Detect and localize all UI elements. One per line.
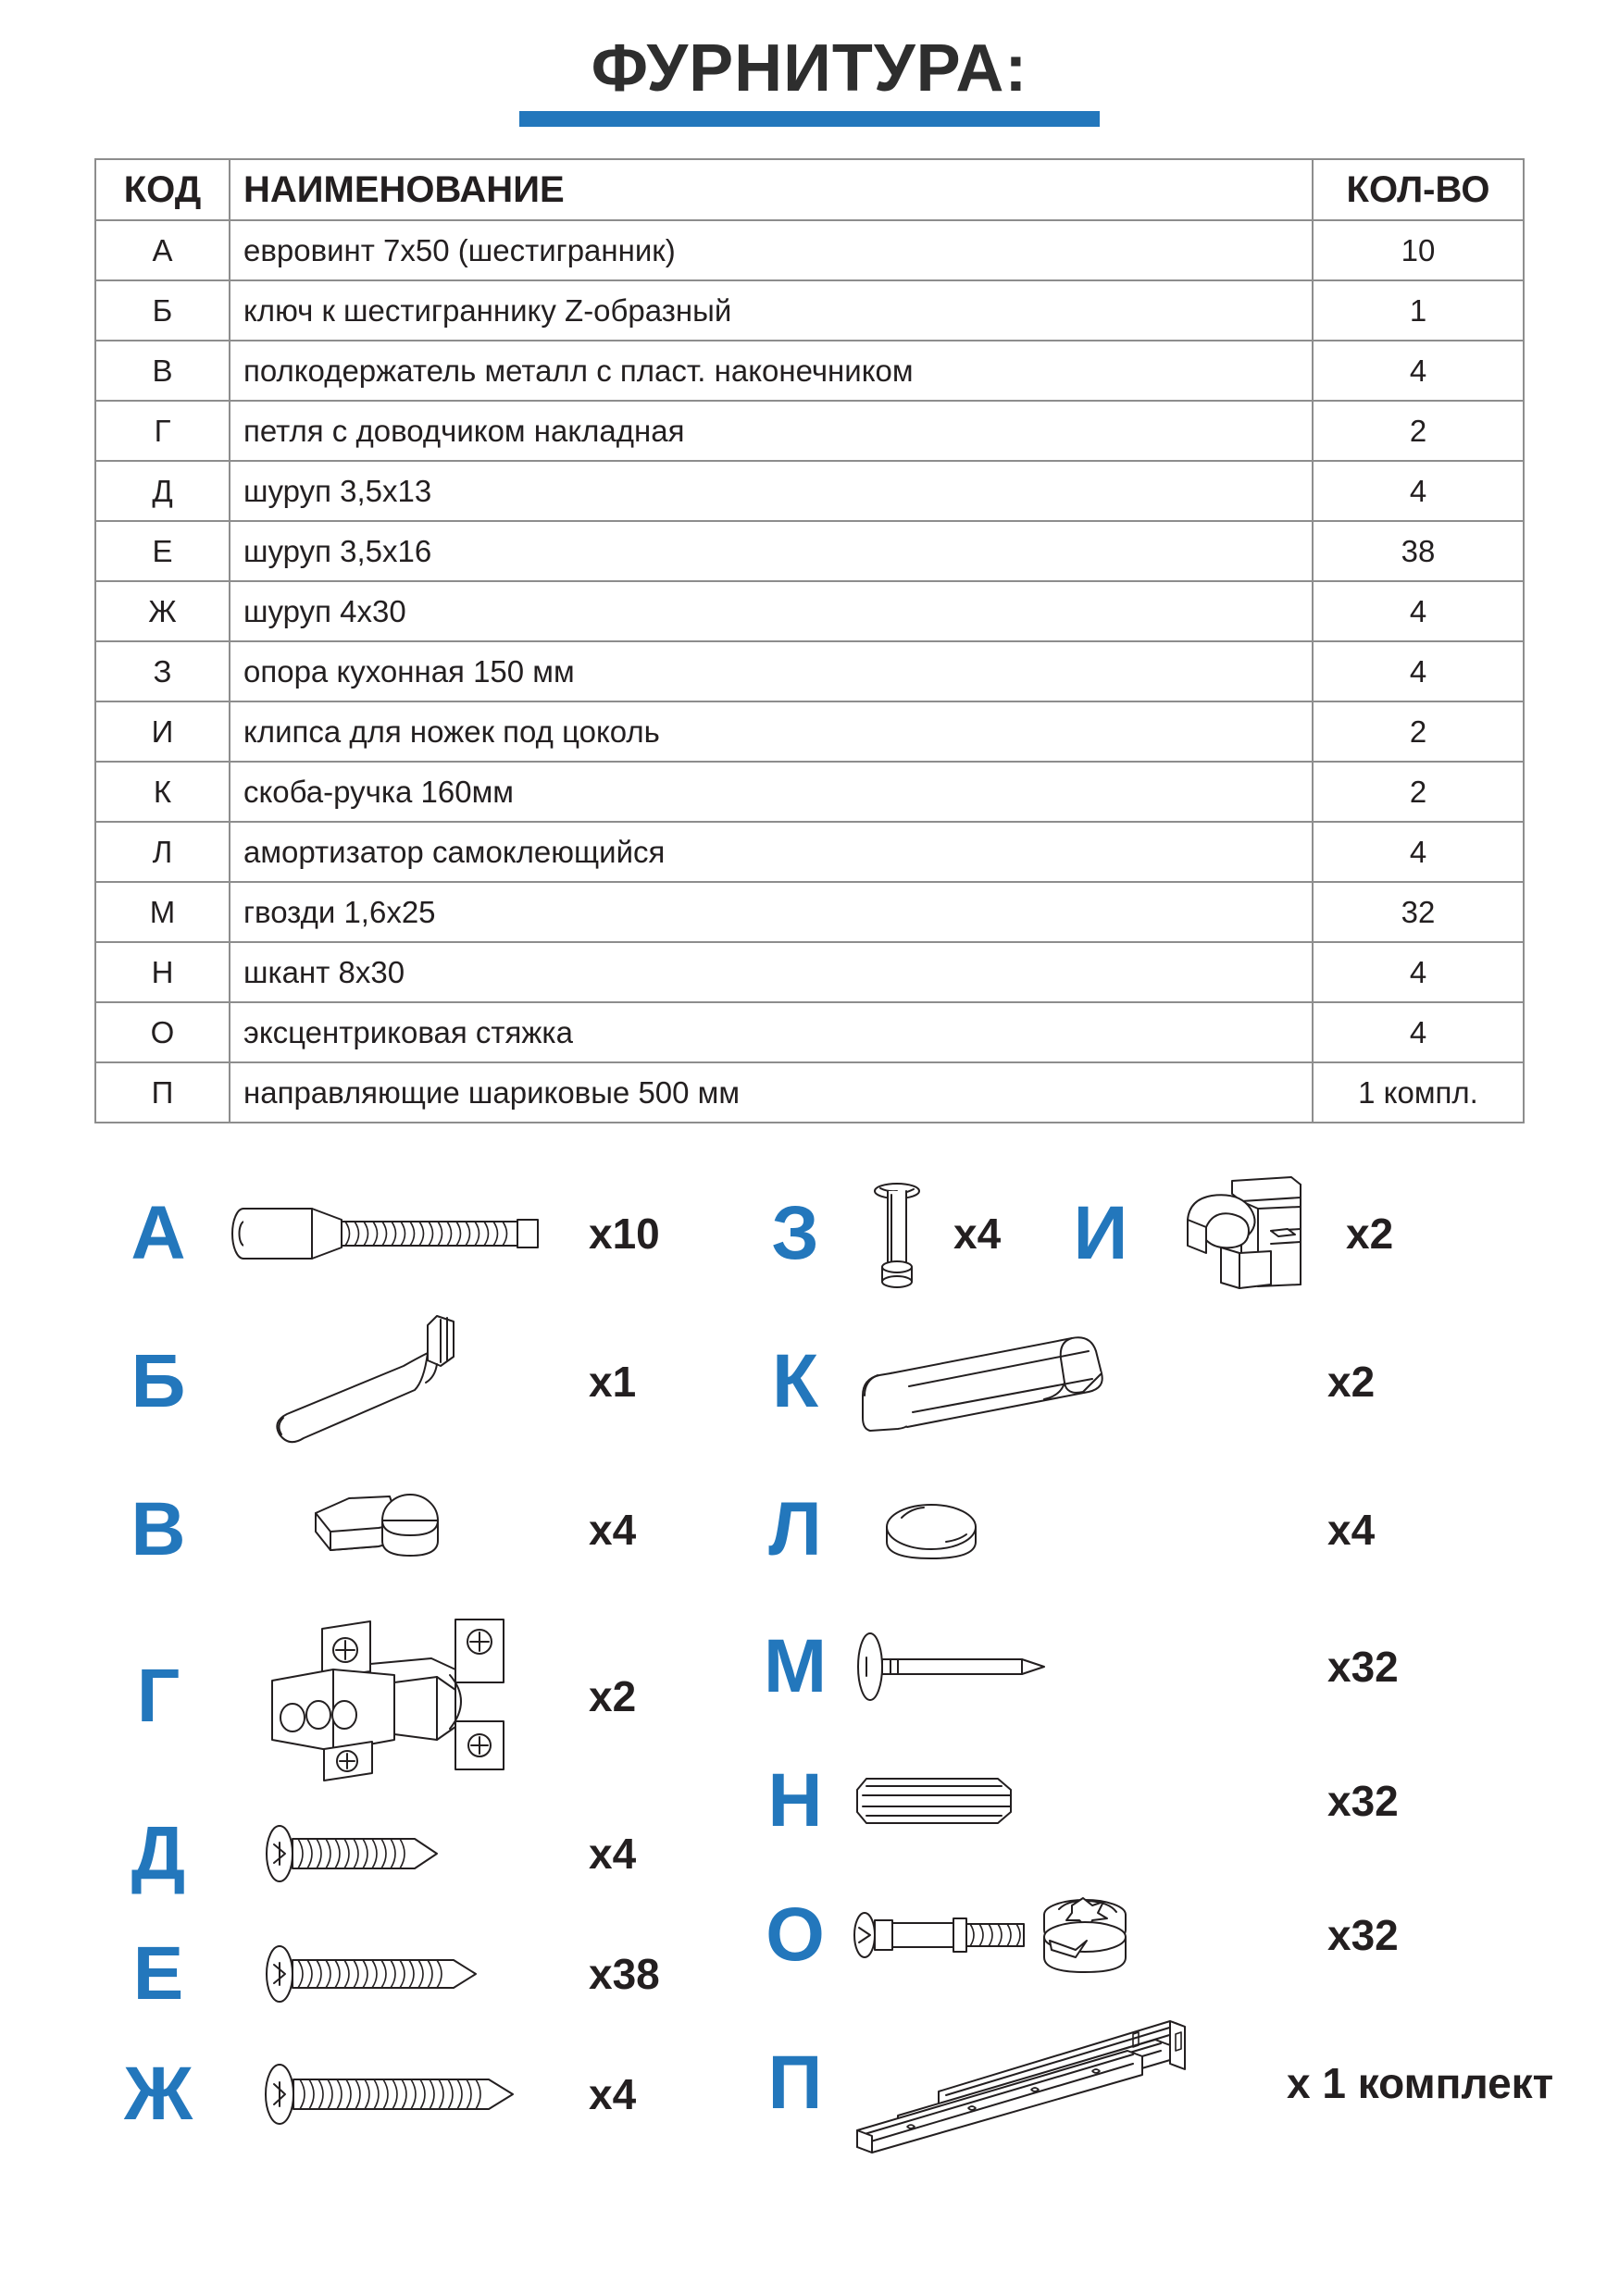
nail-icon xyxy=(850,1630,1305,1704)
cell-qty: 10 xyxy=(1313,220,1524,280)
cell-code: К xyxy=(95,762,230,822)
part-letter-v: В xyxy=(131,1487,186,1572)
cell-name: ключ к шестиграннику Z-образный xyxy=(230,280,1313,341)
part-illustration-m xyxy=(741,1599,1463,1733)
cell-qty: 4 xyxy=(1313,822,1524,882)
part-qty-zh: x4 xyxy=(589,2070,637,2119)
cell-qty: 2 xyxy=(1313,701,1524,762)
table-row xyxy=(95,280,1524,341)
part-qty-o: x32 xyxy=(1327,1910,1399,1959)
part-letter-a: А xyxy=(131,1191,186,1276)
part-illustration-o xyxy=(741,1868,1463,2002)
table-row xyxy=(95,341,1524,401)
table-row xyxy=(95,461,1524,521)
cell-code: Н xyxy=(95,942,230,1002)
part-illustration-k xyxy=(741,1303,1463,1460)
cell-name: направляющие шариковые 500 мм xyxy=(230,1062,1313,1123)
hex-key-z-icon xyxy=(213,1309,576,1455)
part-letter-e: Е xyxy=(132,1931,184,2017)
part-letter-l: Л xyxy=(768,1487,822,1572)
cell-code: В xyxy=(95,341,230,401)
table-row xyxy=(95,220,1524,280)
kitchen-leg-icon xyxy=(850,1178,944,1289)
part-letter-i: И xyxy=(1073,1191,1128,1276)
cell-name: шуруп 3,5х16 xyxy=(230,521,1313,581)
cell-code: О xyxy=(95,1002,230,1062)
cell-name: петля с доводчиком накладная xyxy=(230,401,1313,461)
shelf-support-icon xyxy=(213,1474,576,1585)
cell-qty: 2 xyxy=(1313,401,1524,461)
table-row xyxy=(95,701,1524,762)
part-qty-e: x38 xyxy=(589,1950,660,1999)
bumper-pad-icon xyxy=(850,1488,1305,1571)
screw-short-icon xyxy=(213,1822,576,1885)
column-header-qty: КОЛ-ВО xyxy=(1313,159,1524,220)
part-illustration-z xyxy=(741,1178,1046,1289)
part-qty-z: x4 xyxy=(953,1210,1002,1259)
part-illustration-zh xyxy=(104,2034,715,2154)
cell-code: Д xyxy=(95,461,230,521)
cell-name: опора кухонная 150 мм xyxy=(230,641,1313,701)
cell-name: шуруп 3,5х13 xyxy=(230,461,1313,521)
part-illustration-l xyxy=(741,1460,1463,1599)
part-qty-p: x 1 комплект xyxy=(1287,2058,1554,2107)
cell-qty: 4 xyxy=(1313,341,1524,401)
cell-code: Е xyxy=(95,521,230,581)
table-row xyxy=(95,942,1524,1002)
cell-name: эксцентриковая стяжка xyxy=(230,1002,1313,1062)
part-qty-l: x4 xyxy=(1327,1506,1376,1555)
drawer-slide-icon xyxy=(850,2014,1268,2153)
part-illustration-e xyxy=(104,1914,715,2034)
cell-code: П xyxy=(95,1062,230,1123)
part-illustration-v xyxy=(104,1460,715,1599)
page-title: ФУРНИТУРА: xyxy=(591,31,1028,105)
part-qty-d: x4 xyxy=(589,1830,637,1879)
cell-code: Г xyxy=(95,401,230,461)
part-letter-o: О xyxy=(766,1892,825,1977)
part-qty-g: x2 xyxy=(589,1672,637,1721)
table-row xyxy=(95,581,1524,641)
part-illustration-n xyxy=(741,1733,1463,1868)
cell-name: амортизатор самоклеющийся xyxy=(230,822,1313,882)
table-header-row xyxy=(95,159,1524,220)
table-body xyxy=(95,220,1524,1123)
screw-long-icon xyxy=(213,2061,576,2128)
part-letter-z: З xyxy=(771,1191,819,1276)
plinth-clip-icon xyxy=(1155,1175,1333,1292)
dowel-icon xyxy=(850,1766,1305,1836)
part-illustration-a xyxy=(104,1164,715,1303)
table-row xyxy=(95,882,1524,942)
illustration-column-left xyxy=(104,1164,715,2154)
cell-code: И xyxy=(95,701,230,762)
cell-qty: 4 xyxy=(1313,942,1524,1002)
part-qty-a: x10 xyxy=(589,1210,660,1259)
part-letter-g: Г xyxy=(136,1654,181,1739)
part-qty-v: x4 xyxy=(589,1506,637,1555)
illustration-column-right xyxy=(741,1164,1611,2164)
part-letter-zh: Ж xyxy=(123,2052,193,2137)
cell-qty: 1 компл. xyxy=(1313,1062,1524,1123)
cell-qty: 32 xyxy=(1313,882,1524,942)
column-header-code: КОД xyxy=(95,159,230,220)
cell-name: гвозди 1,6х25 xyxy=(230,882,1313,942)
table-row xyxy=(95,1062,1524,1123)
table-row xyxy=(95,822,1524,882)
part-qty-m: x32 xyxy=(1327,1642,1399,1691)
part-illustration-p xyxy=(741,2002,1574,2164)
table-row xyxy=(95,521,1524,581)
page-header xyxy=(0,0,1619,127)
cell-qty: 4 xyxy=(1313,581,1524,641)
cell-code: З xyxy=(95,641,230,701)
part-letter-d: Д xyxy=(131,1811,186,1896)
cell-code: Б xyxy=(95,280,230,341)
table-row xyxy=(95,762,1524,822)
cell-name: шуруп 4х30 xyxy=(230,581,1313,641)
handle-icon xyxy=(850,1327,1305,1436)
part-qty-i: x2 xyxy=(1346,1210,1394,1259)
column-header-name: НАИМЕНОВАНИЕ xyxy=(230,159,1313,220)
cell-name: полкодержатель металл с пласт. наконечником xyxy=(230,341,1313,401)
part-letter-k: К xyxy=(771,1339,819,1424)
part-letter-b: Б xyxy=(131,1339,186,1424)
illustrations-section xyxy=(0,1164,1619,2256)
part-qty-n: x32 xyxy=(1327,1776,1399,1825)
part-illustration-i xyxy=(1046,1175,1444,1292)
part-illustration-d xyxy=(104,1793,715,1914)
cam-lock-icon xyxy=(850,1893,1305,1978)
cell-code: М xyxy=(95,882,230,942)
part-letter-p: П xyxy=(767,2040,823,2125)
part-qty-b: x1 xyxy=(589,1358,637,1407)
part-letter-n: Н xyxy=(767,1757,823,1843)
illustration-row-z-i xyxy=(741,1164,1611,1303)
cell-qty: 1 xyxy=(1313,280,1524,341)
cell-code: Ж xyxy=(95,581,230,641)
cell-name: евровинт 7х50 (шестигранник) xyxy=(230,220,1313,280)
cell-qty: 4 xyxy=(1313,461,1524,521)
hinge-icon xyxy=(213,1610,576,1782)
screw-medium-icon xyxy=(213,1942,576,2005)
part-illustration-b xyxy=(104,1303,715,1460)
parts-table xyxy=(94,158,1525,1123)
part-illustration-g xyxy=(104,1599,715,1793)
cell-code: Л xyxy=(95,822,230,882)
cell-qty: 4 xyxy=(1313,641,1524,701)
cell-name: скоба-ручка 160мм xyxy=(230,762,1313,822)
cell-qty: 38 xyxy=(1313,521,1524,581)
euro-screw-icon xyxy=(213,1198,576,1270)
table-row xyxy=(95,1002,1524,1062)
cell-name: клипса для ножек под цоколь xyxy=(230,701,1313,762)
cell-qty: 4 xyxy=(1313,1002,1524,1062)
part-letter-m: М xyxy=(763,1623,828,1708)
cell-code: А xyxy=(95,220,230,280)
table-header xyxy=(95,159,1524,220)
title-underline-rule xyxy=(519,111,1100,127)
table-row xyxy=(95,401,1524,461)
cell-name: шкант 8х30 xyxy=(230,942,1313,1002)
cell-qty: 2 xyxy=(1313,762,1524,822)
part-qty-k: x2 xyxy=(1327,1358,1376,1407)
table-row xyxy=(95,641,1524,701)
